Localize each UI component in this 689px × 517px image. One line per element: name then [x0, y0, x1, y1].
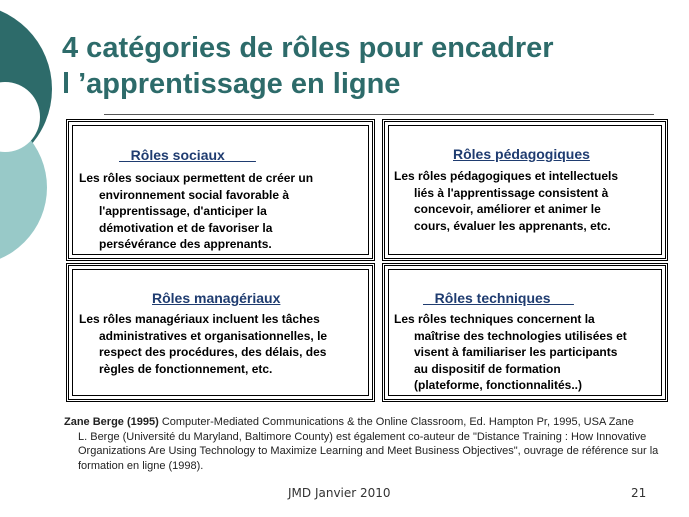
- box-text-roles-manageriaux: Les rôles managériaux incluent les tâches administratives et organisationnelles, le respect des procédures, des délais, des règles de fonctionnement, etc.: [79, 312, 328, 376]
- reference-note: [64, 415, 674, 473]
- box-title-roles-techniques: Rôles techniques: [423, 290, 574, 306]
- reference-body: L. Berge (Université du Maryland, Baltimore County) est également co-auteur de "Distance Training : How Innovative Organizations Are Using Technology to Maximize Learning and Meet Business Objectives", ouvrage de référence sur la formation en ligne (1998).: [78, 430, 659, 472]
- reference-author: Zane Berge (1995): [64, 416, 159, 428]
- page-number: 21: [631, 486, 647, 500]
- reference-first-line: [64, 415, 674, 430]
- slide-title: [62, 30, 662, 102]
- box-title-roles-sociaux: Rôles sociaux: [119, 147, 256, 163]
- box-roles-sociaux: [66, 119, 375, 261]
- box-title-roles-manageriaux: Rôles managériaux: [152, 290, 281, 306]
- slide-title-line1: 4 catégories de rôles pour encadrer: [62, 32, 554, 64]
- slide-title-line2: l ’apprentissage en ligne: [62, 68, 401, 100]
- box-text-roles-sociaux: Les rôles sociaux permettent de créer un environnement social favorable à l'apprentissage, d'anticiper la démotivation et de favoriser la persévérance des apprenants.: [79, 171, 314, 251]
- box-roles-techniques: [382, 263, 668, 402]
- slide-footer: JMD Janvier 2010: [288, 486, 391, 500]
- box-text-roles-techniques: Les rôles techniques concernent la maîtrise des technologies utilisées et visent à familiariser les participants au dispositif de formation (plateforme, fonctionnalités..): [394, 312, 627, 392]
- reference-title: Computer-Mediated Communications & the Online Classroom, Ed. Hampton Pr, 1995, USA Zane: [158, 416, 634, 428]
- title-divider: [104, 114, 654, 115]
- box-text-roles-pedagogiques: Les rôles pédagogiques et intellectuels liés à l'apprentissage consistent à concevoir, améliorer et animer le cours, évaluer les apprenants, etc.: [394, 169, 619, 233]
- box-roles-pedagogiques: [382, 119, 668, 261]
- box-title-roles-pedagogiques: Rôles pédagogiques: [453, 146, 590, 162]
- box-roles-manageriaux: [66, 263, 375, 402]
